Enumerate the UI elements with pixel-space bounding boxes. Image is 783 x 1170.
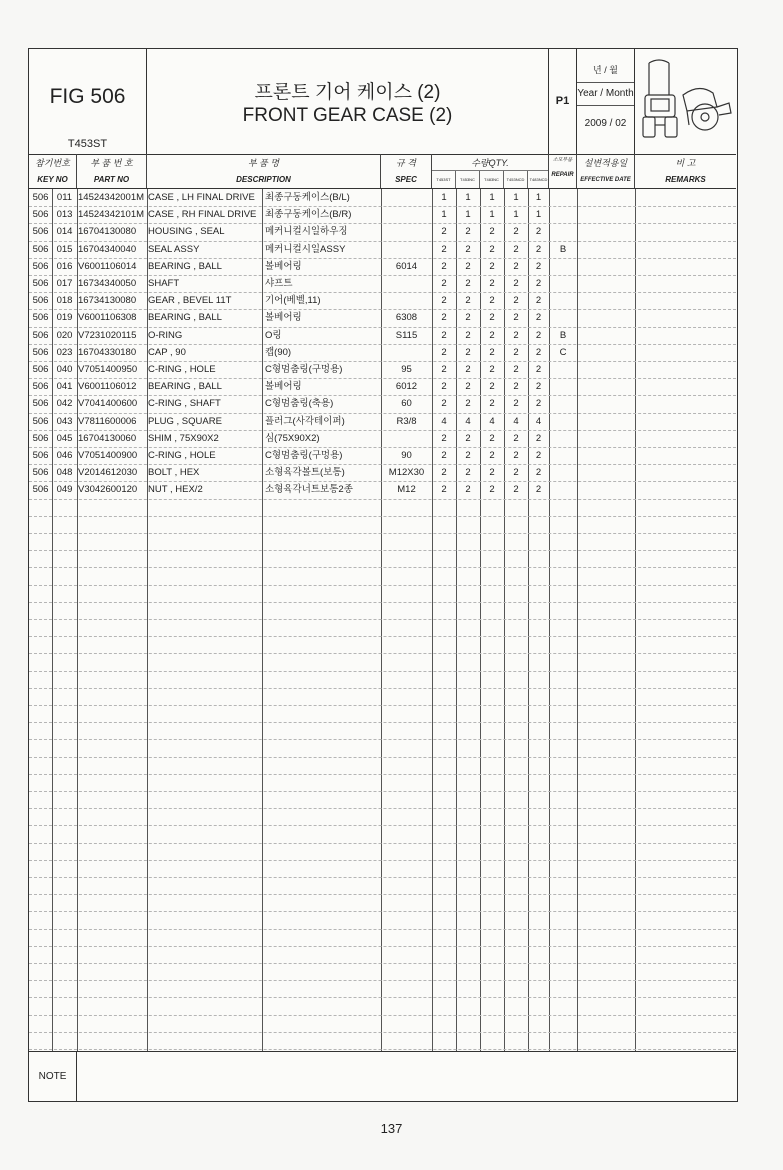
cell-part: 16734340050 — [78, 278, 137, 289]
cell-qty: 2 — [535, 329, 542, 341]
cell-qty: 2 — [535, 278, 542, 289]
cell-desc-en: SHIM , 75X90X2 — [148, 432, 219, 444]
cell-desc-ko: 최종구동케이스(B/R) — [265, 209, 352, 221]
cell-qty: 2 — [489, 381, 495, 393]
cell-qty: 2 — [489, 467, 495, 479]
cell-qty: 4 — [489, 415, 495, 427]
cell-qty: 2 — [489, 346, 495, 358]
cell-qty: 2 — [535, 484, 542, 496]
cell-qty: 2 — [441, 484, 447, 496]
cell-key: 013 — [56, 209, 73, 221]
cell-part: V7231020115 — [78, 329, 137, 341]
cell-desc-ko: 볼베어링 — [265, 381, 302, 393]
cell-spec: S115 — [395, 329, 418, 341]
cell-part: V7041400600 — [78, 398, 138, 410]
cell-qty: 1 — [535, 209, 542, 221]
table-row — [29, 378, 736, 395]
cell-qty: 2 — [535, 260, 542, 272]
cell-key: 046 — [56, 450, 73, 461]
cell-key: 015 — [56, 243, 73, 255]
cell-qty: 2 — [513, 243, 519, 255]
cell-qty: 2 — [513, 484, 519, 496]
cell-desc-ko: O링 — [265, 329, 282, 341]
cell-desc-ko: 소형육각볼트(보통) — [265, 467, 345, 479]
cell-fig: 506 — [32, 432, 49, 444]
cell-part: V6001106012 — [78, 381, 137, 393]
cell-qty: 2 — [513, 260, 519, 272]
cell-qty: 2 — [513, 450, 519, 461]
cell-fig: 506 — [32, 450, 49, 461]
cell-part: V6001106014 — [78, 260, 137, 272]
cell-spec: 6014 — [395, 260, 418, 272]
cell-desc-en: SHAFT — [148, 278, 180, 289]
qty-model-4: T453NCD — [504, 171, 528, 188]
cell-key: 041 — [56, 381, 73, 393]
cell-part: V7051400950 — [78, 364, 138, 375]
col-part-no-ko: 부 품 번 호 — [90, 158, 133, 168]
cell-qty: 2 — [513, 226, 519, 238]
cell-desc-ko: 플러그(사각테이퍼) — [265, 415, 345, 427]
cell-spec: 90 — [401, 450, 412, 461]
cell-part: 14524342001M — [78, 192, 145, 203]
date-value: 2009 / 02 — [584, 118, 627, 129]
cell-qty: 2 — [441, 312, 447, 324]
cell-part: 16704330180 — [78, 346, 137, 358]
col-spec-ko: 규 격 — [396, 158, 416, 168]
date-cell — [577, 49, 635, 154]
cell-fig: 506 — [32, 364, 49, 375]
cell-desc-ko: C형멈춤링(구멍용) — [265, 364, 343, 375]
cell-qty: 2 — [441, 260, 447, 272]
cell-qty: 2 — [465, 260, 471, 272]
year-month-label: Year / Month — [577, 82, 634, 106]
cell-qty: 2 — [513, 398, 519, 410]
cell-qty: 2 — [465, 432, 471, 444]
cell-qty: 2 — [535, 312, 542, 324]
cell-qty: 2 — [489, 260, 495, 272]
table-row — [29, 481, 736, 498]
cell-qty: 2 — [465, 226, 471, 238]
cell-qty: 2 — [513, 346, 519, 358]
cell-qty: 2 — [535, 450, 542, 461]
cell-key: 014 — [56, 226, 73, 238]
cell-qty: 2 — [513, 381, 519, 393]
cell-fig: 506 — [32, 484, 49, 496]
cell-qty: 2 — [465, 398, 471, 410]
cell-spec: M12 — [397, 484, 416, 496]
parts-sheet — [28, 48, 738, 1102]
table-row — [29, 292, 736, 309]
table-row — [29, 223, 736, 240]
cell-key: 042 — [56, 398, 73, 410]
cell-qty: 2 — [489, 484, 495, 496]
cell-spec: R3/8 — [396, 415, 417, 427]
cell-key: 017 — [56, 278, 73, 289]
cell-fig: 506 — [32, 312, 49, 324]
cell-part: 16734130080 — [78, 295, 137, 307]
cell-desc-ko: C형멈춤링(축용) — [265, 398, 334, 410]
cell-qty: 2 — [465, 329, 471, 341]
cell-qty: 2 — [513, 278, 519, 289]
cell-qty: 2 — [441, 398, 447, 410]
cell-desc-en: HOUSING , SEAL — [148, 226, 225, 238]
col-key-no-ko: 참기번호 — [35, 158, 70, 168]
col-repair — [549, 154, 577, 188]
table-row — [29, 430, 736, 447]
note-section — [29, 1051, 736, 1101]
cell-spec: 6012 — [395, 381, 418, 393]
cell-desc-en: C-RING , SHAFT — [148, 398, 221, 410]
table-row — [29, 241, 736, 258]
qty-model-5: T483NCD — [529, 177, 548, 182]
cell-fig: 506 — [32, 381, 49, 393]
cell-qty: 2 — [489, 398, 495, 410]
cell-fig: 506 — [32, 295, 49, 307]
cell-desc-en: C-RING , HOLE — [148, 364, 216, 375]
cell-qty: 1 — [465, 209, 471, 221]
col-description-en: DESCRIPTION — [236, 175, 291, 184]
title-cell — [147, 49, 549, 154]
cell-qty: 2 — [489, 243, 495, 255]
cell-desc-ko: C형멈춤링(구멍용) — [265, 450, 343, 461]
cell-fig: 506 — [32, 346, 49, 358]
cell-fig: 506 — [32, 329, 49, 341]
cell-qty: 2 — [441, 450, 447, 461]
cell-repair: B — [559, 243, 567, 255]
cell-part: 16704130080 — [78, 226, 137, 238]
cell-qty: 2 — [535, 243, 542, 255]
cell-qty: 2 — [535, 398, 542, 410]
cell-qty: 2 — [441, 329, 447, 341]
cell-qty: 2 — [465, 346, 471, 358]
cell-qty: 1 — [513, 192, 519, 203]
cell-fig: 506 — [32, 415, 49, 427]
cell-qty: 2 — [489, 312, 495, 324]
cell-desc-ko: 기어(베벨,11) — [265, 295, 321, 307]
col-description-ko: 부 품 명 — [247, 158, 280, 168]
cell-qty: 2 — [535, 432, 542, 444]
cell-desc-en: BEARING , BALL — [148, 381, 222, 393]
table-row — [29, 361, 736, 378]
cell-desc-en: NUT , HEX/2 — [148, 484, 203, 496]
col-remarks-en: REMARKS — [665, 175, 706, 184]
cell-qty: 2 — [441, 381, 447, 393]
cell-qty: 2 — [513, 329, 519, 341]
qty-model-1: T453ST — [432, 171, 456, 188]
cell-qty: 1 — [441, 209, 447, 221]
cell-spec: 60 — [401, 398, 412, 410]
fig-cell — [29, 49, 147, 154]
cell-desc-en: SEAL ASSY — [148, 243, 200, 255]
col-effective-date — [577, 154, 635, 188]
cell-part: 16704130060 — [78, 432, 137, 444]
cell-qty: 2 — [513, 467, 519, 479]
cell-desc-en: C-RING , HOLE — [148, 450, 216, 461]
cell-qty: 1 — [489, 192, 495, 203]
cell-qty: 2 — [465, 467, 471, 479]
cell-desc-en: CAP , 90 — [148, 346, 186, 358]
cell-qty: 2 — [465, 450, 471, 461]
cell-desc-en: GEAR , BEVEL 11T — [148, 295, 232, 307]
cell-qty: 4 — [535, 415, 542, 427]
table-row — [29, 275, 736, 292]
cell-qty: 2 — [465, 381, 471, 393]
cell-qty: 2 — [441, 346, 447, 358]
cell-qty: 1 — [441, 192, 447, 203]
col-qty-ko: 수량QTY. — [471, 158, 509, 168]
cell-qty: 2 — [465, 278, 471, 289]
cell-part: V2014612030 — [78, 467, 138, 479]
cell-qty: 2 — [489, 432, 495, 444]
cell-repair: C — [559, 346, 567, 358]
cell-key: 023 — [56, 346, 73, 358]
cell-key: 011 — [56, 192, 73, 203]
page-id: P1 — [555, 95, 570, 107]
cell-desc-en: O-RING — [148, 329, 183, 341]
cell-qty: 1 — [513, 209, 519, 221]
cell-qty: 2 — [489, 278, 495, 289]
cell-desc-ko: 메커니컬시일하우징 — [265, 226, 348, 238]
cell-qty: 2 — [465, 364, 471, 375]
cell-fig: 506 — [32, 243, 49, 255]
cell-desc-ko: 볼베어링 — [265, 260, 302, 272]
cell-qty: 2 — [441, 243, 447, 255]
col-description — [147, 154, 381, 188]
cell-desc-ko: 최종구동케이스(B/L) — [265, 192, 350, 203]
table-row — [29, 189, 736, 206]
cell-qty: 2 — [441, 295, 447, 307]
col-key-no — [29, 154, 77, 188]
cell-desc-ko: 심(75X90X2) — [265, 432, 320, 444]
cell-key: 049 — [56, 484, 73, 496]
table-row — [29, 309, 736, 326]
cell-desc-en: BEARING , BALL — [148, 312, 222, 324]
cell-fig: 506 — [32, 467, 49, 479]
cell-qty: 2 — [535, 226, 542, 238]
cell-qty: 2 — [513, 364, 519, 375]
cell-qty: 2 — [441, 278, 447, 289]
cell-qty: 2 — [489, 295, 495, 307]
cell-desc-en: CASE , LH FINAL DRIVE — [148, 192, 255, 203]
cell-qty: 2 — [535, 467, 542, 479]
table-row — [29, 464, 736, 481]
sheet-header — [29, 49, 736, 155]
cell-desc-en: CASE , RH FINAL DRIVE — [148, 209, 257, 221]
page-number: 137 — [380, 1121, 403, 1136]
page-id-cell — [549, 49, 577, 154]
cell-desc-en: BEARING , BALL — [148, 260, 222, 272]
col-effective-date-en: EFFECTIVE DATE — [580, 177, 631, 183]
parts-table — [29, 189, 736, 1051]
cell-qty: 2 — [465, 295, 471, 307]
cell-repair: B — [559, 329, 567, 341]
cell-part: V7811600006 — [78, 415, 137, 427]
col-qty — [432, 154, 549, 188]
cell-fig: 506 — [32, 192, 49, 203]
cell-desc-ko: 캡(90) — [265, 346, 292, 358]
col-part-no-en: PART NO — [93, 175, 130, 184]
cell-key: 016 — [56, 260, 73, 272]
cell-fig: 506 — [32, 209, 49, 221]
cell-spec: 6308 — [395, 312, 418, 324]
table-row — [29, 395, 736, 412]
table-row — [29, 344, 736, 361]
cell-key: 040 — [56, 364, 73, 375]
cell-qty: 2 — [489, 450, 495, 461]
cell-qty: 2 — [441, 432, 447, 444]
cell-qty: 2 — [489, 329, 495, 341]
cell-desc-en: BOLT , HEX — [148, 467, 200, 479]
cell-qty: 2 — [513, 312, 519, 324]
cell-qty: 2 — [535, 381, 542, 393]
cell-qty: 4 — [513, 415, 519, 427]
col-spec-en: SPEC — [395, 175, 417, 184]
cell-qty: 1 — [535, 192, 542, 203]
cell-key: 045 — [56, 432, 73, 444]
cell-qty: 2 — [441, 467, 447, 479]
illustration-cell — [635, 49, 736, 154]
qty-model-2: T453NC — [456, 171, 480, 188]
title-korean: 프론트 기어 케이스 (2) — [254, 82, 441, 103]
column-header-row — [29, 154, 736, 189]
cell-part: 14524342101M — [78, 209, 145, 221]
col-remarks — [635, 154, 736, 188]
cell-qty: 1 — [465, 192, 471, 203]
cell-fig: 506 — [32, 278, 49, 289]
col-effective-date-ko: 설변적용일 — [583, 158, 628, 168]
cell-part: 16704340040 — [78, 243, 137, 255]
cell-key: 020 — [56, 329, 73, 341]
cell-qty: 2 — [465, 243, 471, 255]
col-part-no — [77, 154, 147, 188]
table-row — [29, 413, 736, 430]
table-row — [29, 447, 736, 464]
cell-desc-ko: 메커니컬시일ASSY — [265, 243, 346, 255]
col-repair-en: REPAIR — [551, 172, 574, 178]
cell-fig: 506 — [32, 398, 49, 410]
cell-qty: 2 — [441, 226, 447, 238]
cell-qty: 1 — [489, 209, 495, 221]
cell-qty: 4 — [441, 415, 447, 427]
table-row — [29, 258, 736, 275]
cell-qty: 2 — [535, 295, 542, 307]
col-spec — [381, 154, 432, 188]
cell-qty: 2 — [535, 346, 542, 358]
title-english: FRONT GEAR CASE (2) — [242, 105, 453, 126]
cell-qty: 2 — [489, 226, 495, 238]
cell-part: V7051400900 — [78, 450, 138, 461]
cell-spec: 95 — [401, 364, 412, 375]
cell-qty: 2 — [465, 484, 471, 496]
cell-part: V3042600120 — [78, 484, 138, 496]
year-month-korean: 년 / 월 — [593, 65, 618, 75]
cell-desc-ko: 소형육각너트보통2종 — [265, 484, 353, 496]
cell-part: V6001106308 — [78, 312, 137, 324]
col-key-no-en: KEY NO — [37, 175, 68, 184]
cell-key: 048 — [56, 467, 73, 479]
cell-qty: 4 — [465, 415, 471, 427]
cell-fig: 506 — [32, 226, 49, 238]
cell-fig: 506 — [32, 260, 49, 272]
cell-qty: 2 — [513, 295, 519, 307]
note-label: NOTE — [29, 1052, 77, 1101]
model-code: T453ST — [67, 138, 108, 150]
cell-key: 018 — [56, 295, 73, 307]
table-row — [29, 327, 736, 344]
cell-qty: 2 — [489, 364, 495, 375]
cell-spec: M12X30 — [388, 467, 425, 479]
cell-key: 043 — [56, 415, 73, 427]
cell-desc-ko: 볼베어링 — [265, 312, 302, 324]
cell-qty: 2 — [441, 364, 447, 375]
table-row — [29, 206, 736, 223]
tractor-icon — [639, 55, 735, 141]
cell-qty: 2 — [513, 432, 519, 444]
cell-qty: 2 — [465, 312, 471, 324]
col-repair-ko: 소모부품 — [552, 157, 573, 163]
qty-model-3: T483NC — [480, 171, 504, 188]
cell-key: 019 — [56, 312, 73, 324]
cell-desc-en: PLUG , SQUARE — [148, 415, 222, 427]
fig-number: FIG 506 — [49, 85, 126, 108]
col-remarks-ko: 비 고 — [675, 158, 696, 168]
cell-desc-ko: 샤프트 — [265, 278, 293, 289]
cell-qty: 2 — [535, 364, 542, 375]
